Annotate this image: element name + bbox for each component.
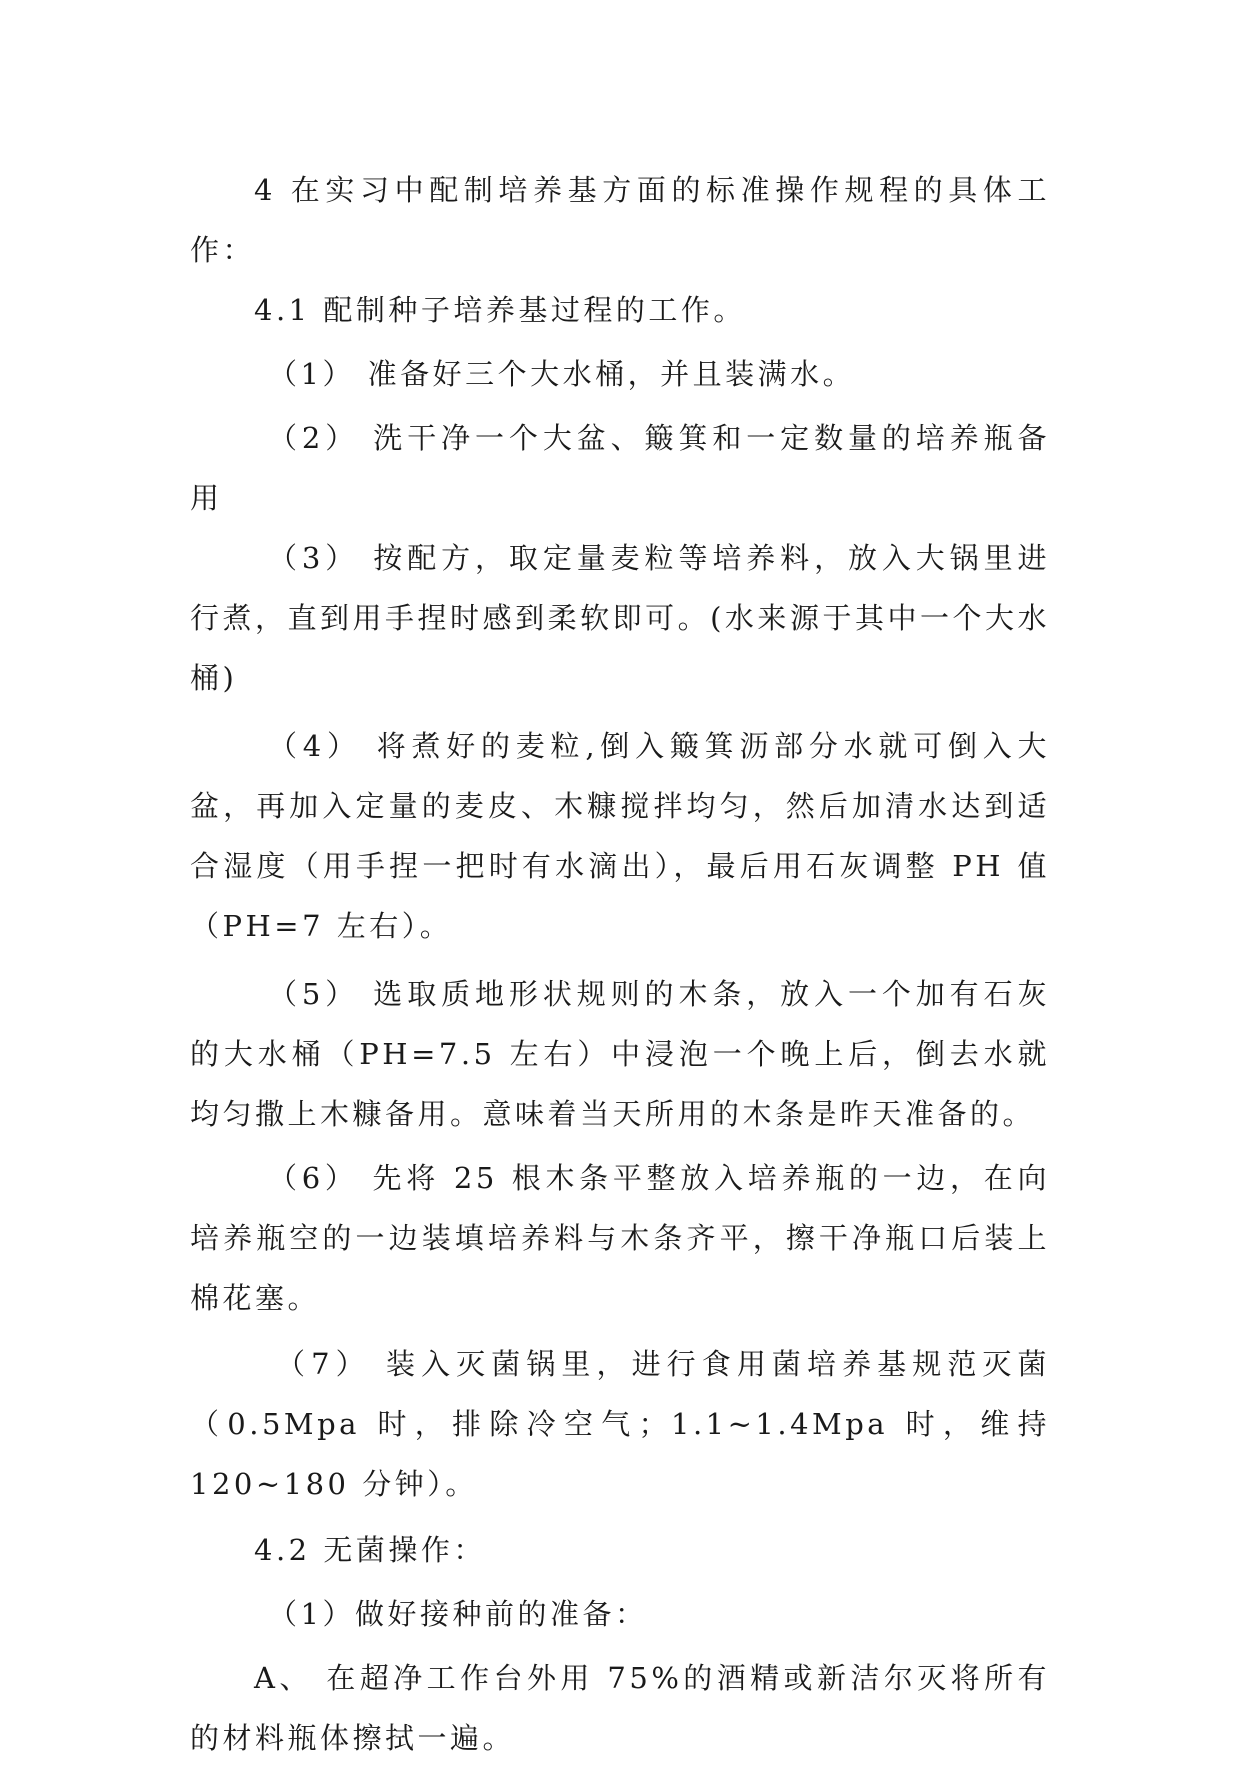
document-body <box>190 160 1050 1768</box>
section-heading-4: 4 在实习中配制培养基方面的标准操作规程的具体工作： <box>190 173 1050 267</box>
step-3: （3） 按配方，取定量麦粒等培养料，放入大锅里进行煮，直到用手捏时感到柔软即可。(水来源于其中一个大水桶) <box>190 541 1050 695</box>
step-1: （1） 准备好三个大水桶，并且装满水。 <box>268 357 856 391</box>
step-2: （2） 洗干净一个大盆、簸箕和一定数量的培养瓶备用 <box>190 421 1050 515</box>
subsection-heading-4-2: 4.2 无菌操作： <box>254 1533 486 1567</box>
sub-step-1: （1）做好接种前的准备： <box>268 1597 648 1631</box>
item-a: A、 在超净工作台外用 75%的酒精或新洁尔灭将所有的材料瓶体擦拭一遍。 <box>190 1661 1050 1755</box>
step-4: （4） 将煮好的麦粒,倒入簸箕沥部分水就可倒入大盆，再加入定量的麦皮、木糠搅拌均匀，然后加清水达到适合湿度（用手捏一把时有水滴出），最后用石灰调整 PH 值（PH=7 左右）。 <box>190 729 1050 943</box>
step-6: （6） 先将 25 根木条平整放入培养瓶的一边，在向培养瓶空的一边装填培养料与木条齐平，擦干净瓶口后装上棉花塞。 <box>190 1161 1050 1315</box>
subsection-heading-4-1: 4.1 配制种子培养基过程的工作。 <box>254 293 746 327</box>
step-5: （5） 选取质地形状规则的木条，放入一个加有石灰的大水桶（PH=7.5 左右）中浸泡一个晚上后，倒去水就均匀撒上木糠备用。意味着当天所用的木条是昨天准备的。 <box>190 977 1050 1131</box>
step-7: （7） 装入灭菌锅里，进行食用菌培养基规范灭菌（0.5Mpa 时，排除冷空气；1.1~1.4Mpa 时，维持 120~180 分钟）。 <box>190 1347 1050 1501</box>
